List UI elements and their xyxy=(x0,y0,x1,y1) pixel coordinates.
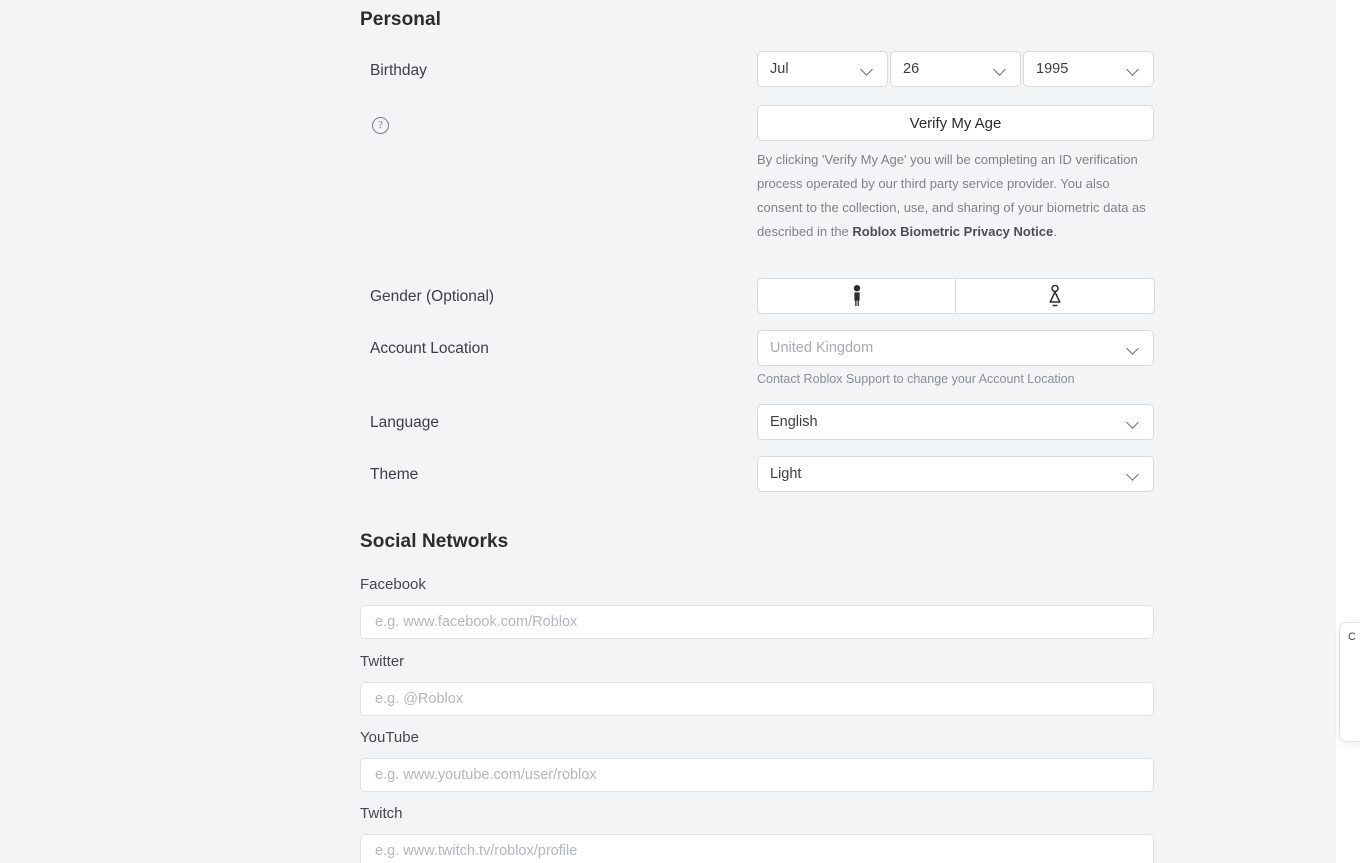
account-location-label: Account Location xyxy=(370,340,489,357)
theme-value: Light xyxy=(770,466,802,482)
birthday-month-value: Jul xyxy=(770,61,789,77)
chevron-down-icon xyxy=(1127,415,1141,429)
youtube-input[interactable] xyxy=(360,758,1154,792)
theme-label: Theme xyxy=(370,466,419,483)
account-location-select xyxy=(757,330,1154,366)
facebook-label: Facebook xyxy=(360,576,426,593)
language-value: English xyxy=(770,414,818,430)
twitch-input[interactable] xyxy=(360,834,1154,863)
legal-text-part1: By clicking 'Verify My Age' you will be completing an ID verification process operated by our third party service provider. You also consent to the collection, use, and sharing of your biometric data as described in the xyxy=(757,152,1146,239)
legal-text-part2: . xyxy=(1053,224,1057,239)
gender-label: Gender (Optional) xyxy=(370,288,495,305)
twitch-label: Twitch xyxy=(360,805,403,822)
side-peek-label: C xyxy=(1348,631,1356,643)
social-networks-title: Social Networks xyxy=(360,531,509,552)
verify-my-age-button[interactable]: Verify My Age xyxy=(757,105,1154,141)
chevron-down-icon xyxy=(861,62,875,76)
chevron-down-icon xyxy=(1127,341,1141,355)
account-location-value: United Kingdom xyxy=(770,340,874,356)
birthday-day-select[interactable] xyxy=(890,51,1021,87)
twitter-label: Twitter xyxy=(360,653,405,670)
verify-age-legal-text xyxy=(757,148,1157,244)
youtube-label: YouTube xyxy=(360,729,419,746)
twitter-input[interactable] xyxy=(360,682,1154,716)
gender-option-group xyxy=(757,278,1155,314)
question-mark-icon[interactable]: ? xyxy=(372,117,389,134)
theme-select[interactable] xyxy=(757,456,1154,492)
chevron-down-icon xyxy=(1127,467,1141,481)
language-label: Language xyxy=(370,414,439,431)
gender-option-female[interactable] xyxy=(956,278,1155,314)
chevron-down-icon xyxy=(1127,62,1141,76)
facebook-input[interactable] xyxy=(360,605,1154,639)
birthday-label: Birthday xyxy=(370,62,427,79)
language-select[interactable] xyxy=(757,404,1154,440)
male-figure-icon xyxy=(850,285,864,307)
birthday-year-select[interactable] xyxy=(1023,51,1154,87)
female-figure-icon xyxy=(1047,285,1063,307)
birthday-day-value: 26 xyxy=(903,61,920,77)
biometric-privacy-notice-link[interactable]: Roblox Biometric Privacy Notice xyxy=(852,224,1054,239)
birthday-month-select[interactable] xyxy=(757,51,888,87)
birthday-year-value: 1995 xyxy=(1036,61,1069,77)
side-peek-panel[interactable] xyxy=(1339,622,1360,742)
personal-section-title: Personal xyxy=(360,9,442,30)
chevron-down-icon xyxy=(994,62,1008,76)
gender-option-male[interactable] xyxy=(757,278,956,314)
account-location-hint: Contact Roblox Support to change your Account Location xyxy=(757,372,1075,386)
